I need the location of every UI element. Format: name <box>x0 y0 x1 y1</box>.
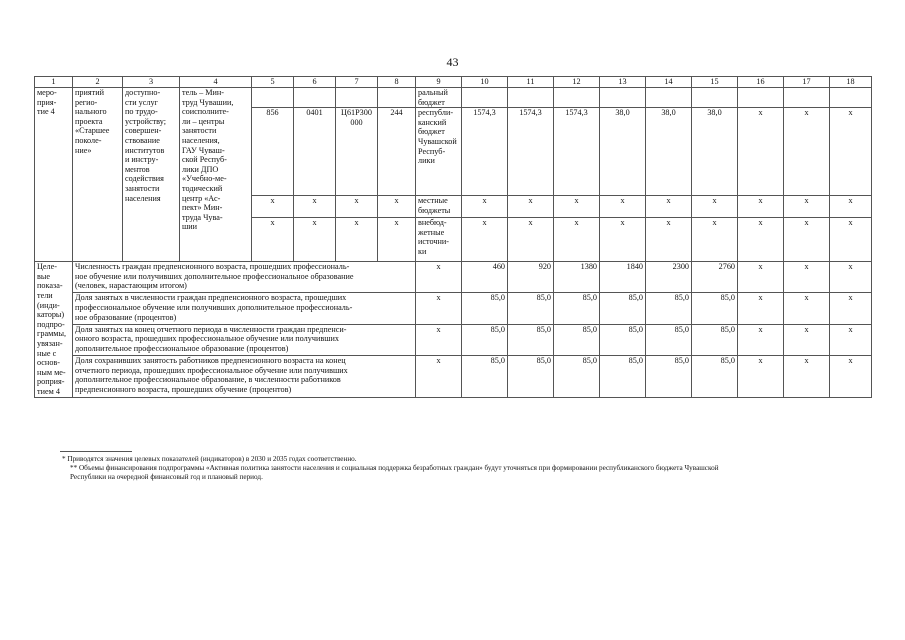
indicator-value: x <box>784 324 830 355</box>
table-cell: 38,0 <box>692 108 738 196</box>
header-cell: 5 <box>252 77 294 88</box>
table-cell: 0401 <box>294 108 336 196</box>
indicator-value: 2760 <box>692 262 738 293</box>
table-cell: x <box>738 196 784 218</box>
header-cell: 14 <box>646 77 692 88</box>
indicator-row <box>35 262 872 293</box>
table-cell: x <box>738 218 784 262</box>
indicator-value: x <box>830 262 872 293</box>
table-cell: x <box>600 218 646 262</box>
indicator-value: 85,0 <box>462 356 508 397</box>
indicator-value: x <box>784 356 830 397</box>
table-cell: x <box>336 218 378 262</box>
indicator-value: x <box>416 324 462 355</box>
header-cell: 15 <box>692 77 738 88</box>
indicator-value: 1840 <box>600 262 646 293</box>
table-cell: x <box>462 196 508 218</box>
table-cell: x <box>692 196 738 218</box>
indicator-value: 85,0 <box>508 324 554 355</box>
table-cell: x <box>830 108 872 196</box>
cell-indicators-label: Целе- вые показа- тели (инди- каторы) подпро- граммы, увязан- ные с основ- ным ме- роприя- тием 4 <box>35 262 73 397</box>
indicator-value: 85,0 <box>646 293 692 324</box>
table-cell: x <box>830 218 872 262</box>
indicator-value: 85,0 <box>508 293 554 324</box>
header-cell: 7 <box>336 77 378 88</box>
header-cell: 4 <box>180 77 252 88</box>
table-cell: x <box>554 218 600 262</box>
header-cell: 10 <box>462 77 508 88</box>
header-cell: 17 <box>784 77 830 88</box>
table-cell: Ц61Р300 000 <box>336 108 378 196</box>
indicator-value: x <box>738 293 784 324</box>
indicator-value: x <box>784 262 830 293</box>
indicator-value: 85,0 <box>554 324 600 355</box>
table-cell: x <box>508 196 554 218</box>
table-cell: x <box>252 196 294 218</box>
indicator-value: 85,0 <box>508 356 554 397</box>
table-cell: 38,0 <box>646 108 692 196</box>
table-cell: x <box>784 108 830 196</box>
indicator-value: x <box>416 356 462 397</box>
indicator-value: 85,0 <box>646 356 692 397</box>
indicator-value: 85,0 <box>554 293 600 324</box>
indicator-value: 2300 <box>646 262 692 293</box>
table-cell: x <box>784 218 830 262</box>
indicator-text: Доля занятых на конец отчетного периода в численности граждан предпенси- онного возраста, прошедших профессиональное обучение или получивших дополнительное профессиональное образование (процентов) <box>73 324 416 355</box>
indicator-value: x <box>830 356 872 397</box>
cell-activity: меро- прия- тие 4 <box>35 88 73 262</box>
table-cell: x <box>784 196 830 218</box>
indicator-text: Доля сохранивших занятость работников предпенсионного возраста на конец отчетного периода, прошедших профессиональное обучение или получивших дополнительное профессиональное образование, в численности работников предпенсионного возраста, прошедших обучение (процентов) <box>73 356 416 397</box>
table-cell: x <box>646 218 692 262</box>
cell-purpose: доступно- сти услуг по трудо- устройству; совершен- ствование институтов и инстру- ментов содействия занятости населения <box>123 88 180 262</box>
indicator-value: 85,0 <box>600 356 646 397</box>
header-cell: 2 <box>73 77 123 88</box>
indicator-value: x <box>784 293 830 324</box>
footnote-2: ** Объемы финансирования подпрограммы «Активная политика занятости населения и социальная поддержка безработных граждан» будут уточняться при формировании республиканского бюджета Чувашской Республики на очередной финансовый год и плановый период. <box>70 464 719 481</box>
footnote-1: * Приводятся значения целевых показателей (индикаторов) в 2030 и 2035 годах соответственно. <box>62 455 357 463</box>
indicator-value: 460 <box>462 262 508 293</box>
indicator-value: 85,0 <box>600 293 646 324</box>
table-cell: 244 <box>378 108 416 196</box>
table-cell: 1574,3 <box>462 108 508 196</box>
header-cell: 13 <box>600 77 646 88</box>
indicator-value: 85,0 <box>554 356 600 397</box>
table-cell: x <box>378 218 416 262</box>
indicator-value: x <box>738 324 784 355</box>
indicator-value: x <box>738 356 784 397</box>
header-cell: 18 <box>830 77 872 88</box>
table-cell: x <box>294 196 336 218</box>
indicator-value: 85,0 <box>692 293 738 324</box>
block-row-0 <box>35 88 872 108</box>
header-cell: 9 <box>416 77 462 88</box>
header-cell: 3 <box>123 77 180 88</box>
table-cell: x <box>554 196 600 218</box>
table-cell: 856 <box>252 108 294 196</box>
indicator-value: 85,0 <box>462 324 508 355</box>
indicator-value: 85,0 <box>692 356 738 397</box>
indicator-text: Численность граждан предпенсионного возраста, прошедших профессиональ- ное обучение или получивших дополнительное профессиональное образование (человек, нарастающим итогом) <box>73 262 416 293</box>
table-cell: республи- канский бюджет Чувашской Респуб- лики <box>416 108 462 196</box>
budget-table <box>34 76 872 398</box>
table-cell: x <box>508 218 554 262</box>
table-cell: x <box>378 196 416 218</box>
table-cell: x <box>692 218 738 262</box>
table-cell: x <box>600 196 646 218</box>
table-cell: 38,0 <box>600 108 646 196</box>
header-cell: 1 <box>35 77 73 88</box>
indicator-value: x <box>830 293 872 324</box>
indicator-value: x <box>738 262 784 293</box>
header-row <box>35 77 872 88</box>
footnote-separator <box>60 451 132 452</box>
cell-source: ральный бюджет <box>416 88 462 108</box>
indicator-value: 85,0 <box>462 293 508 324</box>
table-cell: местные бюджеты <box>416 196 462 218</box>
indicator-value: 85,0 <box>600 324 646 355</box>
table-cell: внебюд- жетные источни- ки <box>416 218 462 262</box>
table-cell: x <box>738 108 784 196</box>
table-cell: x <box>336 196 378 218</box>
indicator-value: 85,0 <box>692 324 738 355</box>
indicator-value: x <box>830 324 872 355</box>
indicator-row <box>35 324 872 355</box>
cell-executor: тель – Мин- труд Чувашии, соисполните- ли – центры занятости населения, ГАУ Чуваш- ской Респуб- лики ДПО «Учебно-ме- тодический центр «Ас- пект» Мин- труда Чува- шии <box>180 88 252 262</box>
indicator-value: 1380 <box>554 262 600 293</box>
indicator-value: x <box>416 262 462 293</box>
indicator-row <box>35 293 872 324</box>
header-cell: 6 <box>294 77 336 88</box>
table-cell: x <box>830 196 872 218</box>
table-cell: x <box>294 218 336 262</box>
table-cell: 1574,3 <box>554 108 600 196</box>
header-cell: 16 <box>738 77 784 88</box>
indicator-text: Доля занятых в численности граждан предпенсионного возраста, прошедших профессиональное обучение или получивших дополнительное профессиональ- ное образование (процентов) <box>73 293 416 324</box>
header-cell: 8 <box>378 77 416 88</box>
table-cell: x <box>252 218 294 262</box>
indicator-value: 920 <box>508 262 554 293</box>
indicator-value: x <box>416 293 462 324</box>
header-cell: 11 <box>508 77 554 88</box>
table-cell: x <box>462 218 508 262</box>
indicator-row <box>35 356 872 397</box>
table-cell: 1574,3 <box>508 108 554 196</box>
indicator-value: 85,0 <box>646 324 692 355</box>
cell-project: приятий регио- нального проекта «Старшее поколе- ние» <box>73 88 123 262</box>
table-cell: x <box>646 196 692 218</box>
header-cell: 12 <box>554 77 600 88</box>
page-number: 43 <box>446 55 459 69</box>
